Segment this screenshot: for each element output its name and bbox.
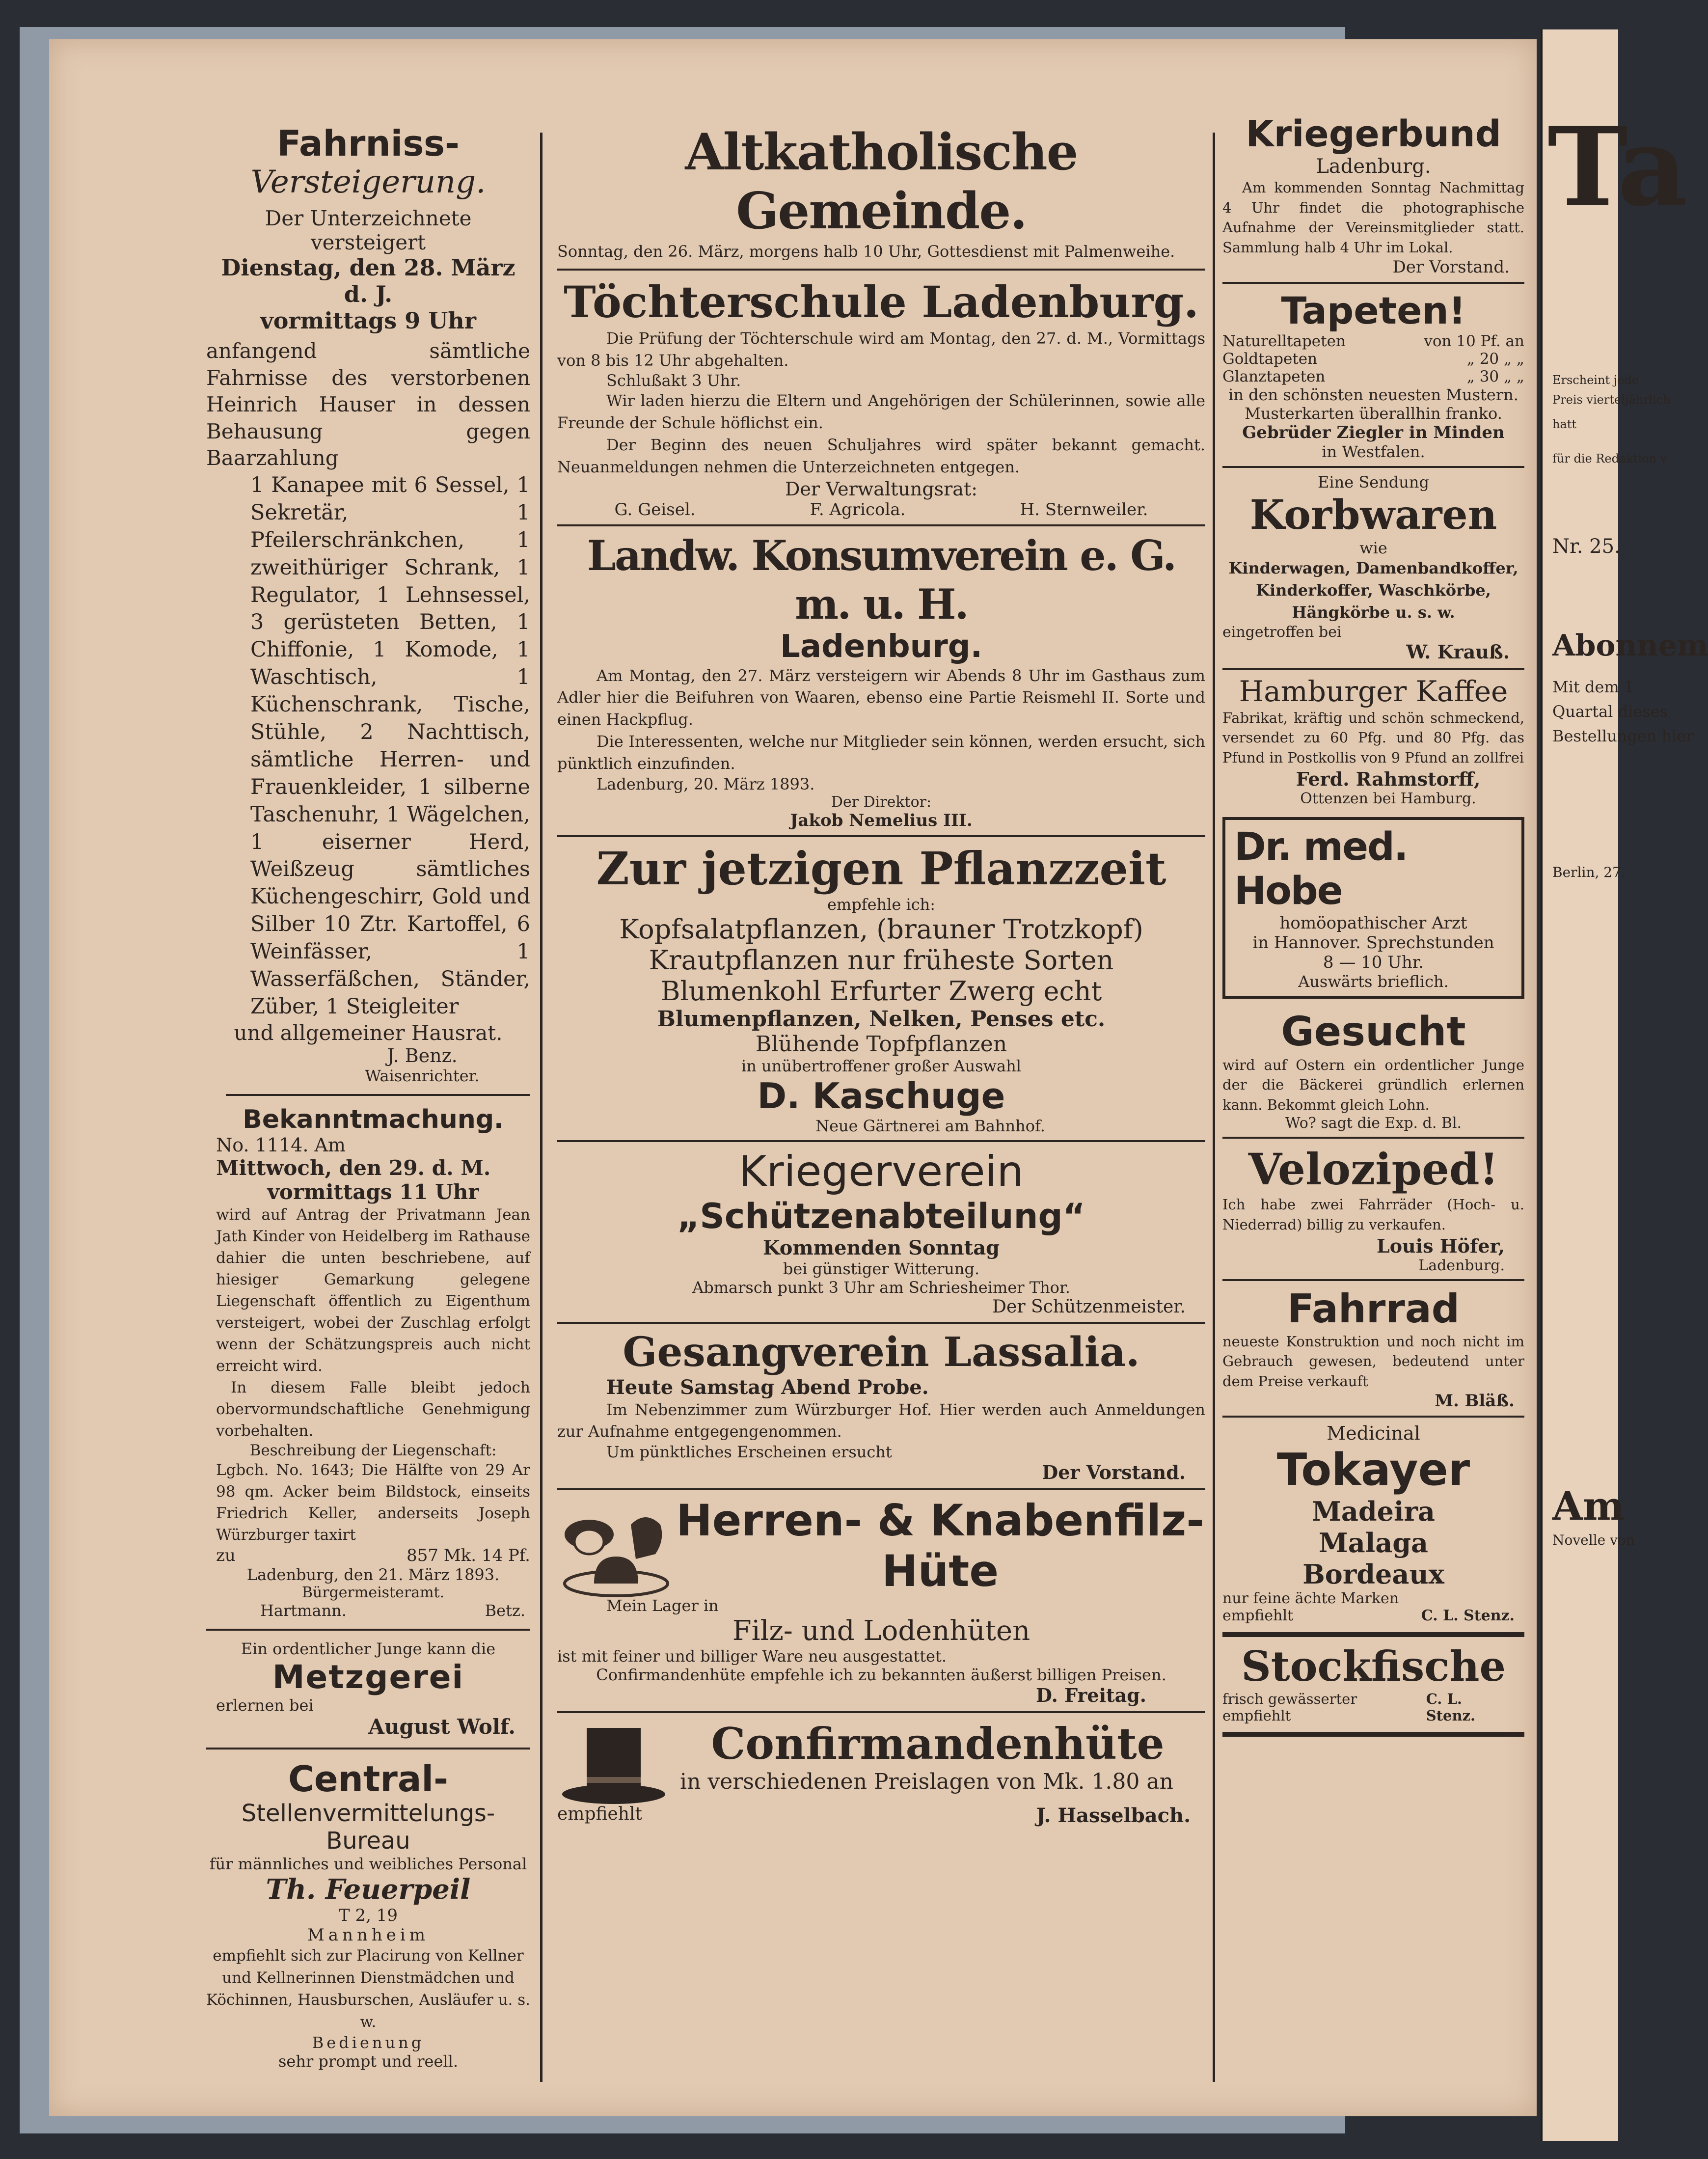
divider [1222, 1732, 1524, 1737]
ad-confirmandenhuete [557, 1718, 1205, 1827]
divider [1222, 668, 1524, 670]
krv-signature: Der Schützenmeister. [992, 1296, 1186, 1317]
ad-metzgerei [206, 1640, 530, 1739]
fr-signature: M. Bläß. [1435, 1391, 1515, 1411]
krv-line3: Abmarsch punkt 3 Uhr am Schriesheimer Thor. [692, 1278, 1070, 1297]
fahrniss-signature-title: Waisenrichter. [365, 1066, 480, 1085]
metz-bei: erlernen bei [216, 1696, 314, 1715]
pfl-title: Zur jetzigen Pflanzzeit [596, 842, 1166, 895]
hut-line2: ist mit feiner und billiger Ware neu ausgestattet. [557, 1647, 947, 1666]
fahrniss-items: 1 Kanapee mit 6 Sessel, 1 Sekretär, 1 Pfeilerschränkchen, 1 zweithüriger Schrank, 1 Regulator, 1 Lehnsessel, 3 gerüsteten Betten, 1 Chiffonie, 1 Komode, 1 Waschtisch, 1 Küchenschrank, Tische, Stühle, 2 Nachttisch, sämtliche Herren- und Frauenkleider, 1 silberne Taschenuhr, 1 Wägelchen, 1 eiserner Herd, Weißzeug sämtliches Küchengeschirr, Gold und Silber 10 Ztr. Kartoffel, 6 Weinfässer, 1 Wasserfäßchen, Ständer, Züber, 1 Steigleiter [250, 472, 530, 1019]
hut-title1: Herren- & Knabenfilz- [676, 1495, 1204, 1546]
tok-empfiehlt: empfiehlt [1222, 1607, 1294, 1625]
bek-zu: zu [216, 1546, 236, 1566]
ad-tapeten [1222, 289, 1524, 461]
gesucht-title: Gesucht [1281, 1008, 1466, 1055]
pfl-line4: Blumenpflanzen, Nelken, Penses etc. [657, 1006, 1106, 1032]
kons-director: Der Direktor: [831, 793, 932, 811]
tap-row-label: Goldtapeten [1222, 350, 1318, 368]
hut-line1: Filz- und Lodenhüten [732, 1615, 1030, 1647]
fahrniss-title: Fahrniss- [277, 123, 460, 164]
toch-name3: H. Sternweiler. [1020, 499, 1148, 519]
ad-bekanntmachung [206, 1105, 530, 1620]
korb-wie: wie [1359, 539, 1387, 558]
conf-empfiehlt: empfiehlt [557, 1804, 642, 1825]
kaf-name: Ferd. Rahmstorff, [1296, 767, 1481, 790]
fahrniss-time: vormittags 9 Uhr [260, 307, 476, 334]
hobe-line4: Auswärts brieflich. [1298, 972, 1449, 991]
gesucht-body: wird auf Ostern ein ordentlicher Junge der die Bäckerei gründlich erlernen kann. Bekommt gleich Lohn. [1222, 1056, 1524, 1113]
tap-line1: in den schönsten neuesten Mustern. [1228, 385, 1518, 405]
divider [557, 269, 1205, 271]
divider [1222, 1279, 1524, 1281]
conf-line1: in verschiedenen Preislagen von Mk. 1.80 an [680, 1769, 1173, 1795]
tap-place: in Westfalen. [1322, 442, 1425, 462]
cent-line2: Bureau [326, 1827, 410, 1855]
ad-toechterschule [557, 276, 1205, 519]
tap-row-label: Glanztapeten [1222, 368, 1326, 386]
ad-gesangverein [557, 1329, 1205, 1484]
cent-address: T 2, 19 [339, 1906, 398, 1926]
cent-line3: für männliches und weibliches Personal [209, 1855, 527, 1874]
kons-body2: Die Interessenten, welche nur Mitglieder sein können, werden ersucht, sich pünktlich einzufinden. [557, 732, 1205, 773]
ad-gesucht [1222, 1009, 1524, 1132]
tok-pre: Medicinal [1327, 1422, 1420, 1445]
ad-herrenhuete [557, 1495, 1205, 1706]
krv-title: Kriegerverein [739, 1147, 1024, 1196]
gesucht-end: Wo? sagt die Exp. d. Bl. [1285, 1115, 1462, 1132]
toch-name2: F. Agricola. [810, 499, 906, 519]
hobe-line3: 8 — 10 Uhr. [1323, 952, 1424, 972]
bek-time: vormittags 11 Uhr [267, 1179, 479, 1204]
tok-signature: C. L. Stenz. [1421, 1607, 1515, 1625]
top-hat-icon [557, 1723, 670, 1811]
ad-stockfische [1222, 1642, 1524, 1724]
vel-body: Ich habe zwei Fahrräder (Hoch- u. Niederrad) billig zu verkaufen. [1222, 1196, 1524, 1233]
hut-lager: Mein Lager in [606, 1596, 719, 1615]
tok-title: Tokayer [1276, 1444, 1470, 1496]
ges-signature: Der Vorstand. [1042, 1461, 1186, 1484]
pfl-name: D. Kaschuge [757, 1075, 1005, 1117]
st-body: frisch gewässerter empfiehlt [1222, 1691, 1357, 1724]
next-p1: Berlin, 27. [1552, 864, 1626, 880]
tok-line2: Malaga [1318, 1527, 1428, 1559]
next-a3: Bestellungen hier [1552, 727, 1694, 745]
hats-icon [557, 1505, 670, 1603]
kb-body: Am kommenden Sonntag Nachmittag 4 Uhr findet die photographische Aufnahme der Vereinsmitglieder statt. Sammlung halb 4 Uhr im Lokal. [1222, 179, 1524, 256]
divider [226, 1094, 530, 1096]
tap-name: Gebrüder Ziegler in Minden [1242, 423, 1505, 443]
pfl-line1: Kopfsalatpflanzen, (brauner Trotzkopf) [619, 913, 1143, 945]
alt-title: Altkatholische Gemeinde. [685, 123, 1078, 241]
ad-tokayer [1222, 1422, 1524, 1624]
fahrniss-signature: J. Benz. [387, 1044, 458, 1066]
next-issue-number: Nr. 25. [1552, 535, 1621, 558]
next-masthead: Ta [1547, 103, 1688, 230]
kons-date: Ladenburg, 20. März 1893. [596, 774, 815, 793]
fahrniss-end: und allgemeiner Hausrat. [234, 1020, 503, 1045]
newspaper-page [49, 39, 1537, 2116]
conf-title: Confirmandenhüte [711, 1718, 1165, 1770]
kons-body: Am Montag, den 27. März versteigern wir Abends 8 Uhr im Gasthaus zum Adler hier die Beifuhren von Waaren, ebenso eine Partie Reismehl II. Sorte und einen Hackpflug. [557, 666, 1205, 729]
divider [206, 1748, 530, 1749]
kons-name: Jakob Nemelius III. [790, 810, 973, 830]
st-signature: C. L. Stenz. [1426, 1691, 1476, 1724]
bek-office: Bürgermeisteramt. [301, 1584, 445, 1602]
vel-title: Veloziped! [1248, 1144, 1499, 1195]
krv-subtitle: „Schützenabteilung“ [677, 1196, 1085, 1236]
tap-row-price: „ 20 „ „ [1466, 350, 1524, 368]
cent-line1: Stellenvermittelungs- [241, 1800, 495, 1828]
hobe-line1: homöopathischer Arzt [1279, 913, 1467, 933]
next-am: Am [1552, 1483, 1625, 1529]
divider [557, 835, 1205, 837]
pfl-line5: Blühende Topfpflanzen [755, 1031, 1007, 1057]
fahrniss-body: anfangend sämtliche Fahrnisse des verstorbenen Heinrich Hauser in dessen Behausung gegen Baarzahlung [206, 339, 530, 470]
toch-name1: G. Geisel. [614, 499, 696, 519]
divider [206, 1629, 530, 1631]
kb-title: Kriegerbund [1246, 113, 1501, 155]
tap-row-price: „ 30 „ „ [1466, 368, 1524, 386]
cent-bedienung: Bedienung [312, 2033, 425, 2052]
fahrniss-subtitle: Versteigerung. [250, 164, 486, 200]
pfl-subtitle: Neue Gärtnerei am Bahnhof. [815, 1116, 1045, 1135]
kaf-title: Hamburger Kaffee [1239, 674, 1508, 708]
pfl-line3: Blumenkohl Erfurter Zwerg echt [660, 975, 1102, 1007]
korb-ein: eingetroffen bei [1222, 623, 1342, 641]
ad-kriegerverein [557, 1147, 1205, 1317]
fahrniss-date: Dienstag, den 28. März d. J. [221, 254, 515, 307]
toch-body3: Der Beginn des neuen Schuljahres wird später bekannt gemacht. Neuanmeldungen nehmen die Unterzeichneten entgegen. [557, 435, 1205, 476]
next-novelle: Novelle von [1552, 1532, 1635, 1548]
next-page-edge [1541, 29, 1708, 2141]
fahrniss-line1: Der Unterzeichnete versteigert [265, 206, 472, 254]
ges-title: Gesangverein Lassalia. [623, 1328, 1140, 1376]
bek-lgb: Lgbch. No. 1643; Die Hälfte von 29 Ar 98 qm. Acker beim Bildstock, einseits Friedrich Keller, anderseits Joseph Würzburger taxirt [216, 1461, 530, 1544]
divider [557, 1711, 1205, 1713]
fr-title: Fahrrad [1287, 1285, 1460, 1332]
ad-kriegerbund [1222, 113, 1524, 277]
pfl-empfehle: empfehle ich: [827, 895, 936, 914]
bek-signature-right: Betz. [485, 1601, 525, 1620]
divider [1222, 1137, 1524, 1139]
tok-line3: Bordeaux [1302, 1558, 1444, 1590]
ad-central [206, 1758, 530, 2071]
divider [557, 524, 1205, 526]
tap-price-list [1222, 332, 1524, 385]
ad-veloziped [1222, 1144, 1524, 1274]
ges-line1: Heute Samstag Abend Probe. [606, 1375, 929, 1399]
bek-price: 857 Mk. 14 Pf. [407, 1546, 530, 1566]
cent-name: Th. Feuerpeil [266, 1873, 471, 1906]
hut-title2: Hüte [881, 1546, 999, 1597]
column-rule-right [1213, 133, 1215, 2082]
tap-row-price: von 10 Pf. an [1424, 332, 1524, 351]
vel-name: Louis Höfer, [1376, 1234, 1505, 1257]
divider [1222, 466, 1524, 468]
bek-no: No. 1114. Am [216, 1134, 346, 1156]
divider [557, 1140, 1205, 1142]
ad-konsumverein [557, 531, 1205, 830]
ad-kaffee [1222, 675, 1524, 807]
pfl-line2: Krautpflanzen nur früheste Sorten [649, 944, 1114, 976]
toch-title: Töchterschule Ladenburg. [564, 276, 1199, 328]
divider [557, 1488, 1205, 1490]
divider [1222, 1416, 1524, 1418]
krv-line1: Kommenden Sonntag [762, 1236, 1000, 1259]
ad-dr-hobe [1222, 817, 1524, 999]
next-line2: Preis vierteljährlich [1552, 393, 1671, 407]
korb-pre: Eine Sendung [1318, 473, 1429, 492]
tap-row-label: Naturelltapeten [1222, 332, 1346, 351]
tok-line1: Madeira [1312, 1496, 1435, 1528]
bek-place: Ladenburg, den 21. März 1893. [246, 1565, 500, 1585]
ad-fahrrad [1222, 1286, 1524, 1411]
next-abonnement: Abonnem [1552, 629, 1708, 663]
column-middle [557, 123, 1205, 1827]
tap-line2: Musterkarten überallhin franko. [1245, 404, 1502, 423]
column-right [1222, 113, 1524, 1745]
bek-title: Bekanntmachung. [243, 1104, 504, 1134]
ad-fahrniss [206, 123, 530, 1085]
bek-signature-left: Hartmann. [260, 1601, 347, 1620]
kaf-place: Ottenzen bei Hamburg. [1300, 790, 1476, 807]
metz-title: Metzgerei [272, 1658, 464, 1696]
ges-body: Im Nebenzimmer zum Würzburger Hof. Hier werden auch Anmeldungen zur Aufnahme entgegengenommen. [557, 1400, 1205, 1441]
ad-pflanzzeit [557, 842, 1205, 1135]
bek-body: wird auf Antrag der Privatmann Jean Jath Kinder von Heidelberg im Rathause dahier die unten beschriebene, auf hiesiger Gemarkung gelegene Liegenschaft öffentlich zu Eigenthum versteigert, wobei der Zuschlag erfolgt wenn der Schätzungspreis auch nicht erreicht wird. [216, 1205, 530, 1375]
next-a2: Quartal dieses [1552, 702, 1668, 721]
next-line1: Erscheint jede [1552, 373, 1639, 387]
bek-body2: In diesem Falle bleibt jedoch obervormundschaftliche Genehmigung vorbehalten. [216, 1378, 530, 1440]
alt-body: Sonntag, den 26. März, morgens halb 10 Uhr, Gottesdienst mit Palmenweihe. [557, 242, 1175, 261]
hobe-line2: in Hannover. Sprechstunden [1252, 932, 1494, 953]
tok-body: nur feine ächte Marken [1222, 1590, 1399, 1608]
bek-desc: Beschreibung der Liegenschaft: [249, 1441, 497, 1459]
korb-title: Korbwaren [1249, 492, 1497, 539]
hobe-title: Dr. med. Hobe [1234, 824, 1408, 913]
hut-signature: D. Freitag. [1036, 1684, 1146, 1707]
kaf-body: Fabrikat, kräftig und schön schmeckend, versendet zu 60 Pfg. und 80 Pfg. das Pfund in Postkollis von 9 Pfund an zollfrei [1222, 709, 1524, 766]
next-a1: Mit dem 1 [1552, 678, 1634, 696]
cent-title: Central- [288, 1758, 448, 1800]
divider [557, 1322, 1205, 1324]
kons-subtitle: Ladenburg. [780, 628, 982, 665]
cent-city: Mannheim [307, 1925, 429, 1945]
tap-title: Tapeten! [1281, 289, 1466, 333]
toch-rat: Der Verwaltungsrat: [785, 478, 978, 500]
divider [1222, 1632, 1524, 1637]
metz-pre: Ein ordentlicher Junge kann die [241, 1640, 496, 1659]
ad-korbwaren [1222, 473, 1524, 662]
krv-line2: bei günstiger Witterung. [783, 1259, 980, 1278]
conf-signature: J. Hasselbach. [1036, 1804, 1191, 1828]
vel-place: Ladenburg. [1418, 1257, 1505, 1274]
fr-body: neueste Konstruktion und noch nicht im Gebrauch gewesen, bedeutend unter dem Preise verkauft [1222, 1333, 1524, 1390]
pfl-line6: in unübertroffener großer Auswahl [741, 1056, 1021, 1075]
metz-name: August Wolf. [368, 1715, 515, 1739]
column-rule-left [540, 133, 542, 2082]
kons-title: Landw. Konsumverein e. G. m. u. H. [587, 531, 1176, 629]
bek-date: Mittwoch, den 29. d. M. [216, 1155, 491, 1180]
toch-schluss: Schlußakt 3 Uhr. [606, 371, 741, 390]
next-line3: hatt [1552, 417, 1577, 431]
ges-line3: Um pünktliches Erscheinen ersucht [606, 1443, 892, 1462]
st-title: Stockfische [1241, 1642, 1506, 1691]
ad-altkatholische [557, 123, 1205, 263]
column-left [206, 123, 530, 2071]
kb-subtitle: Ladenburg. [1316, 155, 1431, 178]
kb-signature: Der Vorstand. [1392, 257, 1510, 277]
divider [1222, 282, 1524, 284]
toch-body2: Wir laden hierzu die Eltern und Angehörigen der Schülerinnen, sowie alle Freunde der Schule höflichst ein. [557, 391, 1205, 433]
cent-end: sehr prompt und reell. [278, 2051, 459, 2071]
korb-signature: W. Krauß. [1406, 640, 1510, 663]
toch-body: Die Prüfung der Töchterschule wird am Montag, den 27. d. M., Vormittags von 8 bis 12 Uhr abgehalten. [557, 328, 1205, 370]
korb-body: Kinderwagen, Damenbandkoffer, Kinderkoffer, Waschkörbe, Hängkörbe u. s. w. [1228, 559, 1518, 622]
next-line4: für die Redaktion v [1552, 452, 1667, 465]
cent-body: empfiehlt sich zur Placirung von Kellner und Kellnerinnen Dienstmädchen und Köchinnen, Hausburschen, Ausläufer u. s. w. [206, 1947, 531, 2031]
hut-line3: Confirmandenhüte empfehle ich zu bekannten äußerst billigen Preisen. [596, 1666, 1166, 1685]
